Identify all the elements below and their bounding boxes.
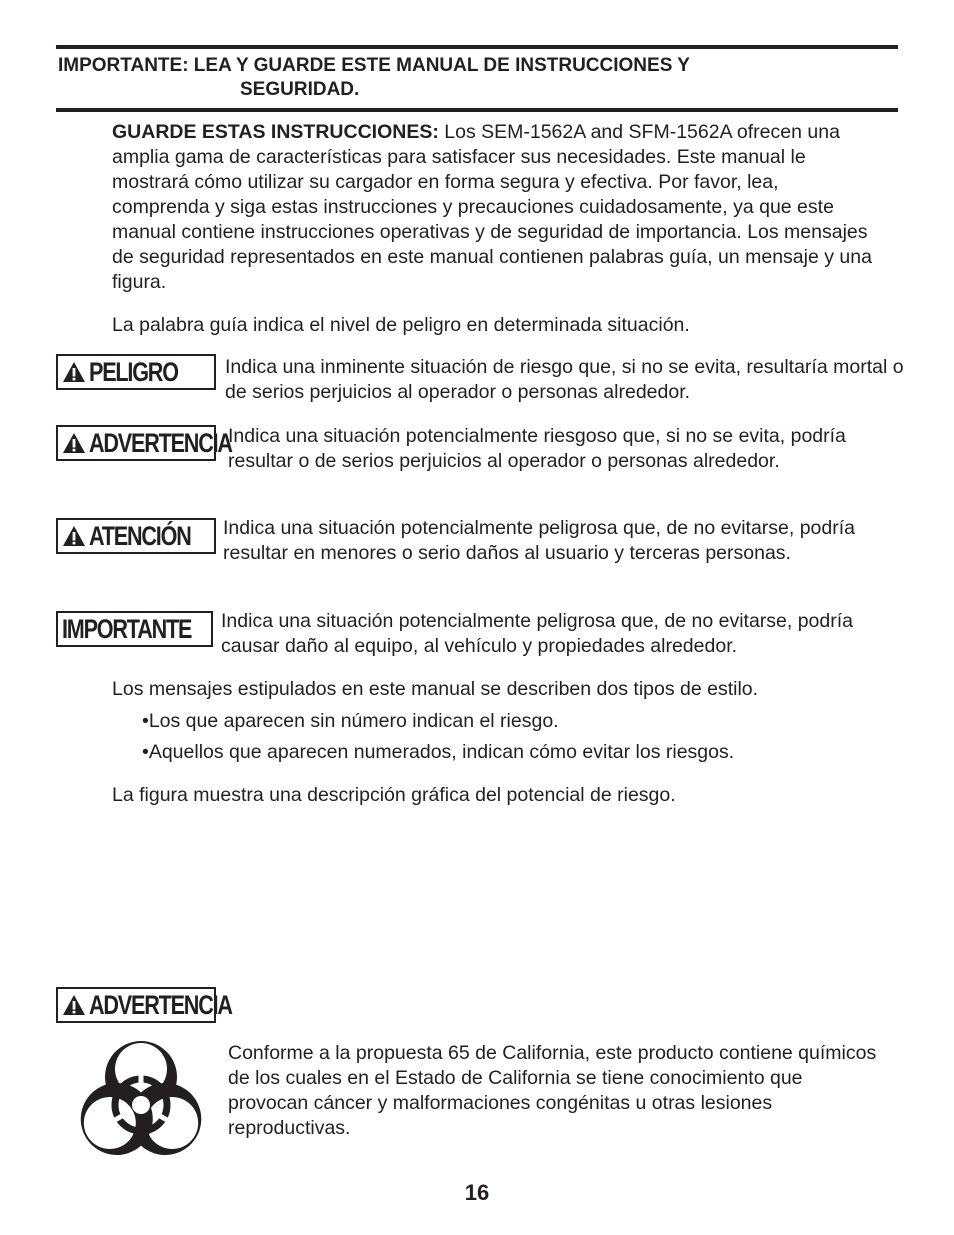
warning-triangle-icon bbox=[62, 432, 86, 454]
header-bottom-rule bbox=[56, 108, 898, 112]
header-title-line2: SEGURIDAD. bbox=[240, 79, 360, 100]
bullet-marker: • bbox=[142, 741, 149, 763]
prop65-signal-label bbox=[56, 987, 232, 1023]
atencion-description: Indica una situación potencialmente peligrosa que, de no evitarse, podría resultar en menores o serio daños al usuario y terceras personas. bbox=[223, 517, 855, 564]
importante-description: Indica una situación potencialmente peligrosa que, de no evitarse, podría causar daño al equipo, al vehículo y propiedades alrededor. bbox=[221, 610, 853, 657]
header-top-rule bbox=[56, 45, 898, 49]
figure-note: La figura muestra una descripción gráfica del potencial de riesgo. bbox=[112, 784, 676, 806]
advertencia-label-text: ADVERTENCIA bbox=[89, 427, 232, 458]
atencion-signal-label bbox=[56, 518, 216, 554]
warning-triangle-icon bbox=[62, 525, 86, 547]
bullet-text: Aquellos que aparecen numerados, indican cómo evitar los riesgos. bbox=[148, 741, 735, 763]
importante-signal-label bbox=[56, 611, 213, 647]
signal-word-intro: La palabra guía indica el nivel de peligro en determinada situación. bbox=[112, 314, 690, 336]
intro-paragraph bbox=[112, 120, 872, 295]
peligro-description: Indica una inminente situación de riesgo que, si no se evita, resultaría mortal o de serios perjuicios al operador o personas alrededor. bbox=[225, 356, 904, 403]
page-number: 16 bbox=[464, 1180, 490, 1205]
warning-triangle-icon bbox=[62, 361, 86, 383]
peligro-label-text: PELIGRO bbox=[89, 356, 178, 387]
bullet-marker: • bbox=[142, 710, 149, 732]
advertencia-description: Indica una situación potencialmente riesgoso que, si no se evita, podría resultar o de serios perjuicios al operador o personas alrededor. bbox=[228, 425, 846, 472]
bullet-text: Los que aparecen sin número indican el riesgo. bbox=[148, 710, 559, 732]
importante-label-text: IMPORTANTE bbox=[62, 613, 192, 644]
header-title bbox=[58, 54, 898, 102]
intro-lead: GUARDE ESTAS INSTRUCCIONES: bbox=[112, 121, 439, 143]
prop65-text: Conforme a la propuesta 65 de California, este producto contiene químicos de los cuales en el Estado de California se tiene conocimiento que provocan cáncer y malformaciones congénitas u otras lesiones reproductivas. bbox=[228, 1042, 877, 1139]
warning-triangle-icon bbox=[62, 994, 86, 1016]
advertencia-signal-label bbox=[56, 425, 232, 461]
styles-intro: Los mensajes estipulados en este manual se describen dos tipos de estilo. bbox=[112, 678, 759, 700]
biohazard-icon bbox=[66, 1034, 216, 1176]
prop65-label-text: ADVERTENCIA bbox=[89, 989, 232, 1020]
list-item bbox=[142, 709, 902, 734]
intro-body: Los SEM-1562A and SFM-1562A ofrecen una amplia gama de características para satisfacer sus necesidades. Este manual le mostrará cómo utilizar su cargador en forma segura y efectiva. Por favor, lea, comprenda y siga estas instrucciones y precauciones cuidadosamente, ya que este manual contiene instrucciones operativas y de seguridad de importancia. Los mensajes de seguridad representados en este manual contienen palabras guía, un mensaje y una figura. bbox=[112, 121, 872, 293]
header-title-line1: IMPORTANTE: LEA Y GUARDE ESTE MANUAL DE INSTRUCCIONES Y bbox=[58, 55, 690, 76]
atencion-label-text: ATENCIÓN bbox=[89, 520, 191, 551]
list-item bbox=[142, 740, 902, 765]
peligro-signal-label bbox=[56, 354, 216, 390]
